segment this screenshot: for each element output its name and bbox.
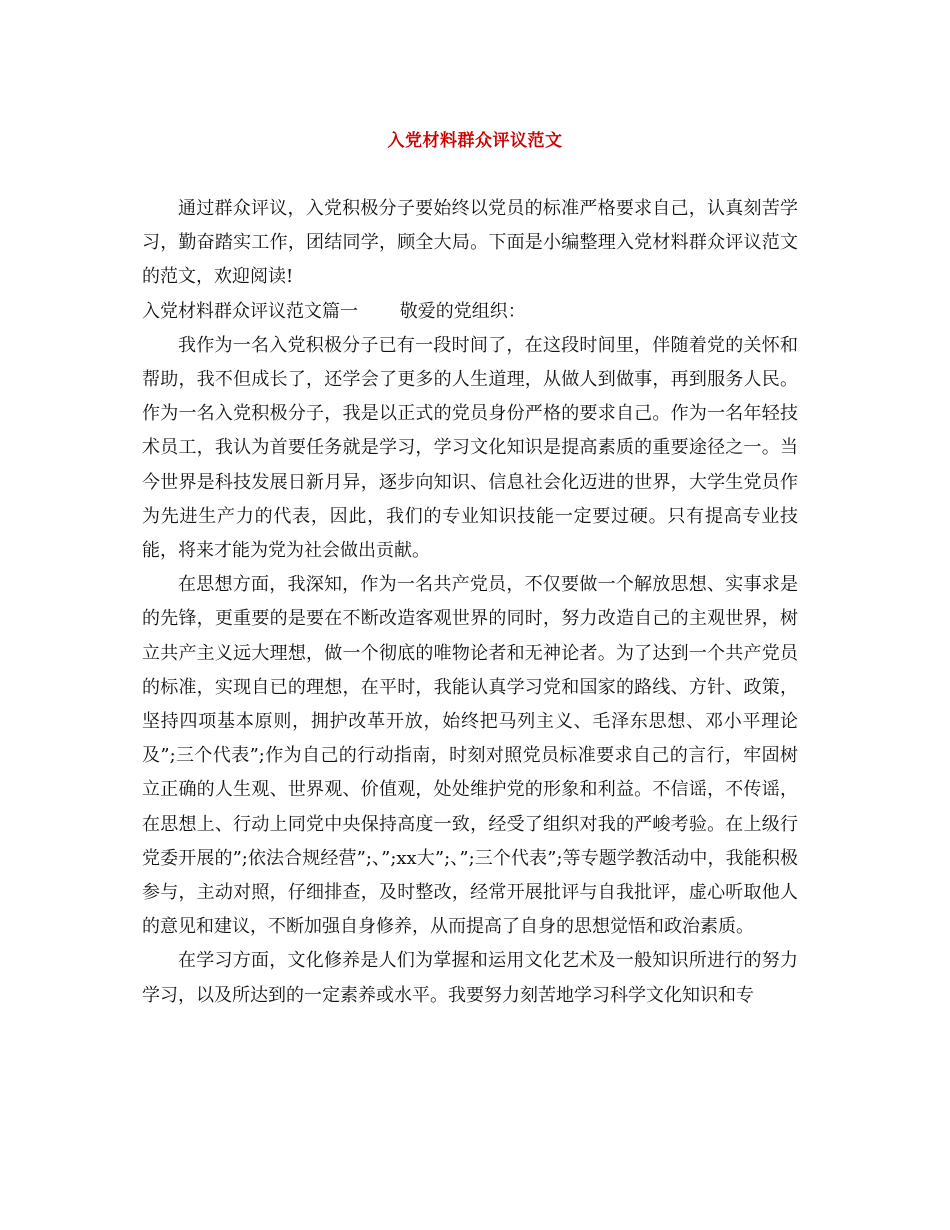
body-paragraph-3: 在学习方面，文化修养是人们为掌握和运用文化艺术及一般知识所进行的努力学习，以及所达到的一定素养或水平。我要努力刻苦地学习科学文化知识和专 xyxy=(142,950,798,1006)
section-heading: 入党材料群众评议范文篇一 敬爱的党组织： xyxy=(142,300,526,322)
body-paragraph-2: 在思想方面，我深知，作为一名共产党员，不仅要做一个解放思想、实事求是的先锋，更重要的是要在不断改造客观世界的同时，努力改造自己的主观世界，树立共产主义远大理想，做一个彻底的唯物论者和无神论者。为了达到一个共产党员的标准，实现自已的理想，在平时，我能认真学习党和国家的路线、方针、政策，坚持四项基本原则，拥护改革开放，始终把马列主义、毛泽东思想、邓小平理论及”;三个代表”;作为自己的行动指南，时刻对照党员标准要求自己的言行，牢固树立正确的人生观、世界观、价值观，处处维护党的形象和利益。不信谣，不传谣，在思想上、行动上同党中央保持高度一致，经受了组织对我的严峻考验。在上级行党委开展的”;依法合规经营”;、”;xx大”;、”;三个代表”;等专题学教活动中，我能积极参与，主动对照，仔细排查，及时整改，经常开展批评与自我批评，虚心听取他人的意见和建议，不断加强自身修养，从而提高了自身的思想觉悟和政治素质。 xyxy=(142,574,798,938)
document-body xyxy=(142,192,798,1013)
body-paragraph-1: 我作为一名入党积极分子已有一段时间了，在这段时间里，伴随着党的关怀和帮助，我不但成长了，还学会了更多的人生道理，从做人到做事，再到服务人民。作为一名入党积极分子，我是以正式的党员身份严格的要求自己。作为一名年轻技术员工，我认为首要任务就是学习，学习文化知识是提高素质的重要途径之一。当今世界是科技发展日新月异，逐步向知识、信息社会化迈进的世界，大学生党员作为先进生产力的代表，因此，我们的专业知识技能一定要过硬。只有提高专业技能，将来才能为党为社会做出贡献。 xyxy=(142,334,798,562)
document-title: 入党材料群众评议范文 xyxy=(387,131,563,151)
intro-paragraph: 通过群众评议，入党积极分子要始终以党员的标准严格要求自己，认真刻苦学习，勤奋踏实工作，团结同学，顾全大局。下面是小编整理入党材料群众评议范文的范文，欢迎阅读! xyxy=(142,198,798,288)
